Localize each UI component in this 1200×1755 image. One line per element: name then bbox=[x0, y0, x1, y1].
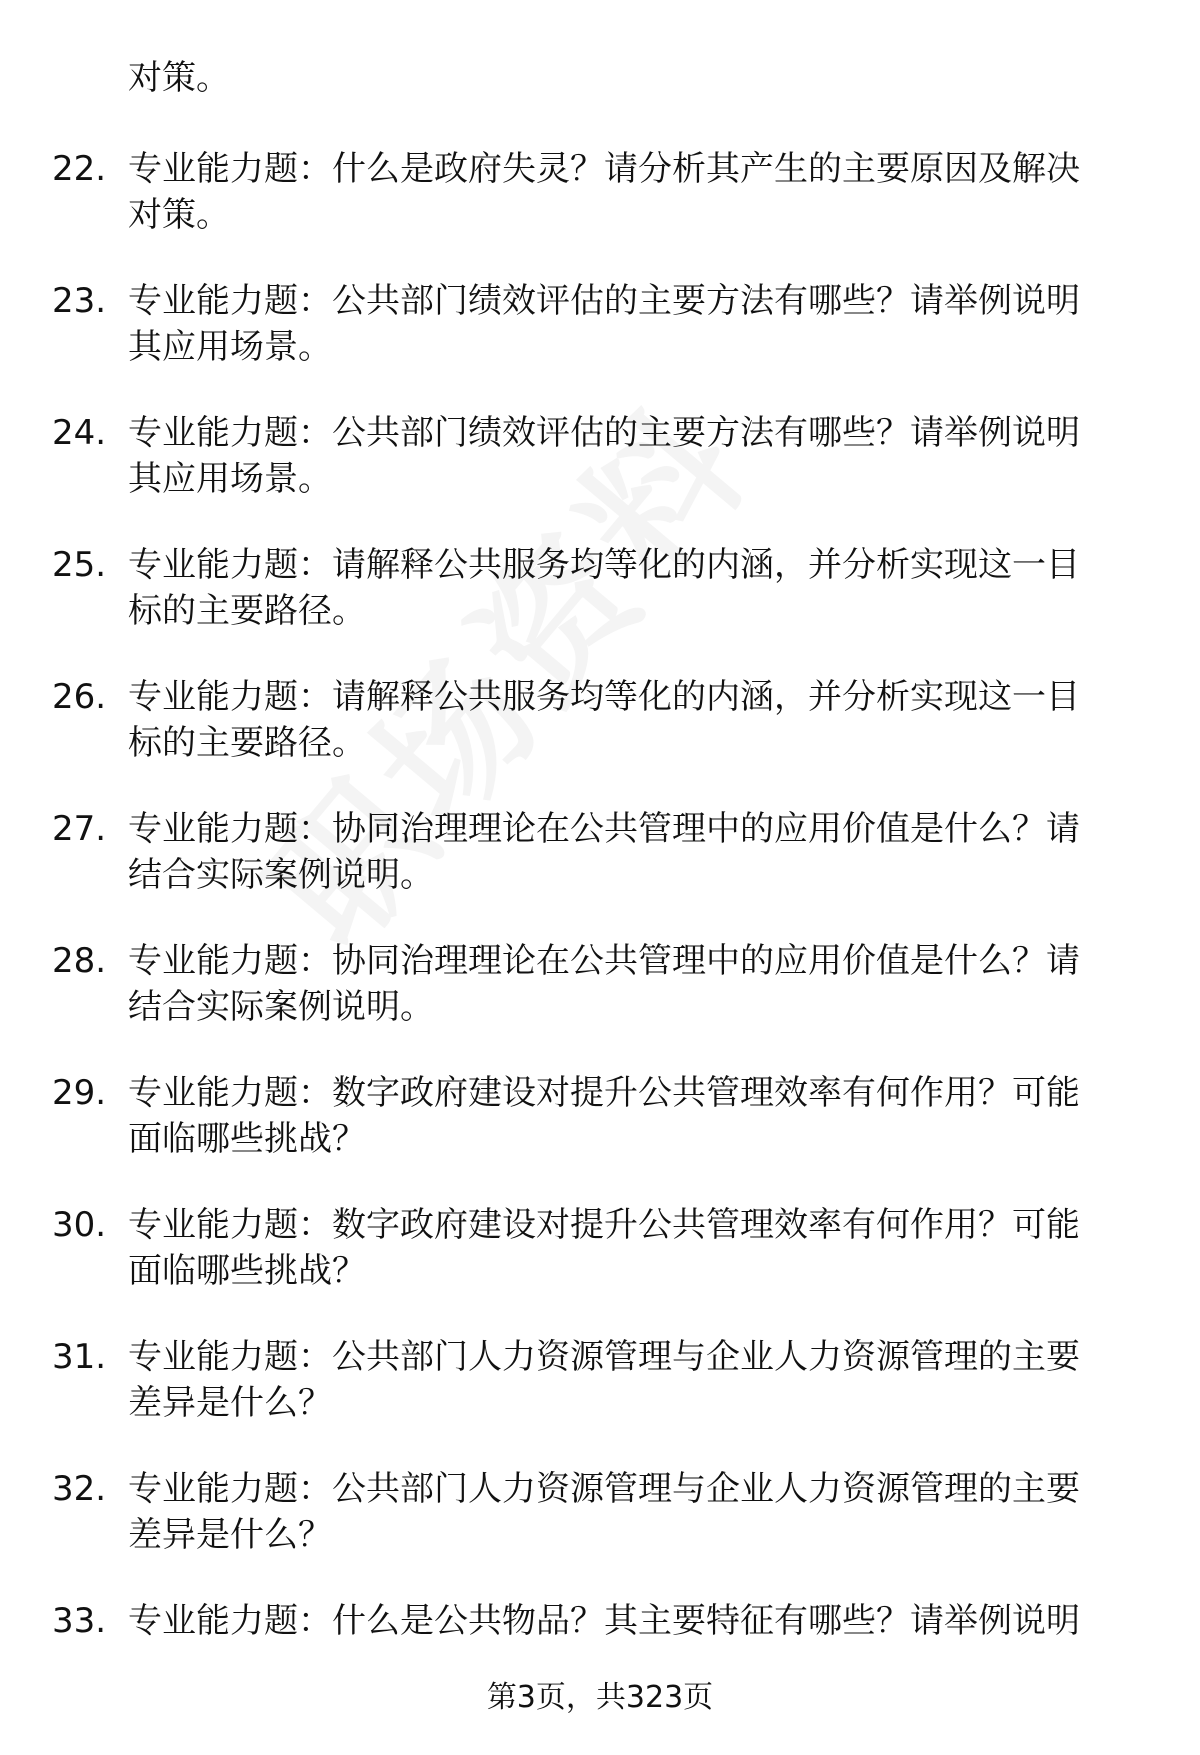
question-text bbox=[128, 1334, 1138, 1426]
question-number: 32. bbox=[52, 1469, 107, 1509]
question-line: 标的主要路径。 bbox=[128, 723, 366, 763]
question-number: 29. bbox=[52, 1073, 107, 1113]
question-line: 专业能力题：数字政府建设对提升公共管理效率有何作用？可能 bbox=[128, 1205, 1080, 1245]
question-line: 面临哪些挑战？ bbox=[128, 1251, 366, 1291]
question-text bbox=[128, 938, 1138, 1030]
question-line: 专业能力题：公共部门绩效评估的主要方法有哪些？请举例说明 bbox=[128, 281, 1080, 321]
question-line: 专业能力题：公共部门绩效评估的主要方法有哪些？请举例说明 bbox=[128, 413, 1080, 453]
question-item-31 bbox=[0, 1334, 1200, 1466]
question-line: 面临哪些挑战？ bbox=[128, 1119, 366, 1159]
question-line: 专业能力题：什么是政府失灵？请分析其产生的主要原因及解决 bbox=[128, 149, 1080, 189]
question-item-23 bbox=[0, 278, 1200, 410]
question-line: 差异是什么？ bbox=[128, 1383, 332, 1423]
question-item-28 bbox=[0, 938, 1200, 1070]
question-line: 差异是什么？ bbox=[128, 1515, 332, 1555]
question-number: 23. bbox=[52, 281, 107, 321]
question-text bbox=[128, 806, 1138, 898]
question-number: 22. bbox=[52, 149, 107, 189]
question-text bbox=[128, 1070, 1138, 1162]
question-item-29 bbox=[0, 1070, 1200, 1202]
question-line: 专业能力题：协同治理理论在公共管理中的应用价值是什么？请 bbox=[128, 809, 1080, 849]
question-line: 专业能力题：公共部门人力资源管理与企业人力资源管理的主要 bbox=[128, 1469, 1080, 1509]
question-text bbox=[128, 1466, 1138, 1558]
question-line: 专业能力题：请解释公共服务均等化的内涵，并分析实现这一目 bbox=[128, 677, 1080, 717]
page-footer: 第3页，共323页 bbox=[486, 1680, 714, 1715]
question-number: 25. bbox=[52, 545, 107, 585]
question-line: 其应用场景。 bbox=[128, 327, 332, 367]
question-number: 28. bbox=[52, 941, 107, 981]
question-item-27 bbox=[0, 806, 1200, 938]
question-text bbox=[128, 146, 1138, 238]
question-text bbox=[128, 410, 1138, 502]
question-number: 27. bbox=[52, 809, 107, 849]
question-line: 专业能力题：数字政府建设对提升公共管理效率有何作用？可能 bbox=[128, 1073, 1080, 1113]
question-text bbox=[128, 674, 1138, 766]
question-line: 专业能力题：公共部门人力资源管理与企业人力资源管理的主要 bbox=[128, 1337, 1080, 1377]
question-text bbox=[128, 1598, 1138, 1644]
question-line: 其应用场景。 bbox=[128, 459, 332, 499]
question-item-22 bbox=[0, 146, 1200, 278]
question-number: 31. bbox=[52, 1337, 107, 1377]
question-text bbox=[128, 542, 1138, 634]
question-item-32 bbox=[0, 1466, 1200, 1598]
question-line: 结合实际案例说明。 bbox=[128, 855, 434, 895]
continuation-text: 对策。 bbox=[128, 58, 230, 98]
question-item-24 bbox=[0, 410, 1200, 542]
question-item-26 bbox=[0, 674, 1200, 806]
question-list bbox=[0, 146, 1200, 1730]
question-number: 33. bbox=[52, 1601, 107, 1641]
question-line: 专业能力题：什么是公共物品？其主要特征有哪些？请举例说明 bbox=[128, 1601, 1080, 1641]
question-text bbox=[128, 1202, 1138, 1294]
question-number: 24. bbox=[52, 413, 107, 453]
question-line: 对策。 bbox=[128, 195, 230, 235]
question-number: 26. bbox=[52, 677, 107, 717]
question-line: 专业能力题：协同治理理论在公共管理中的应用价值是什么？请 bbox=[128, 941, 1080, 981]
question-line: 专业能力题：请解释公共服务均等化的内涵，并分析实现这一目 bbox=[128, 545, 1080, 585]
question-line: 结合实际案例说明。 bbox=[128, 987, 434, 1027]
question-text bbox=[128, 278, 1138, 370]
question-item-25 bbox=[0, 542, 1200, 674]
question-item-30 bbox=[0, 1202, 1200, 1334]
question-number: 30. bbox=[52, 1205, 107, 1245]
question-line: 标的主要路径。 bbox=[128, 591, 366, 631]
